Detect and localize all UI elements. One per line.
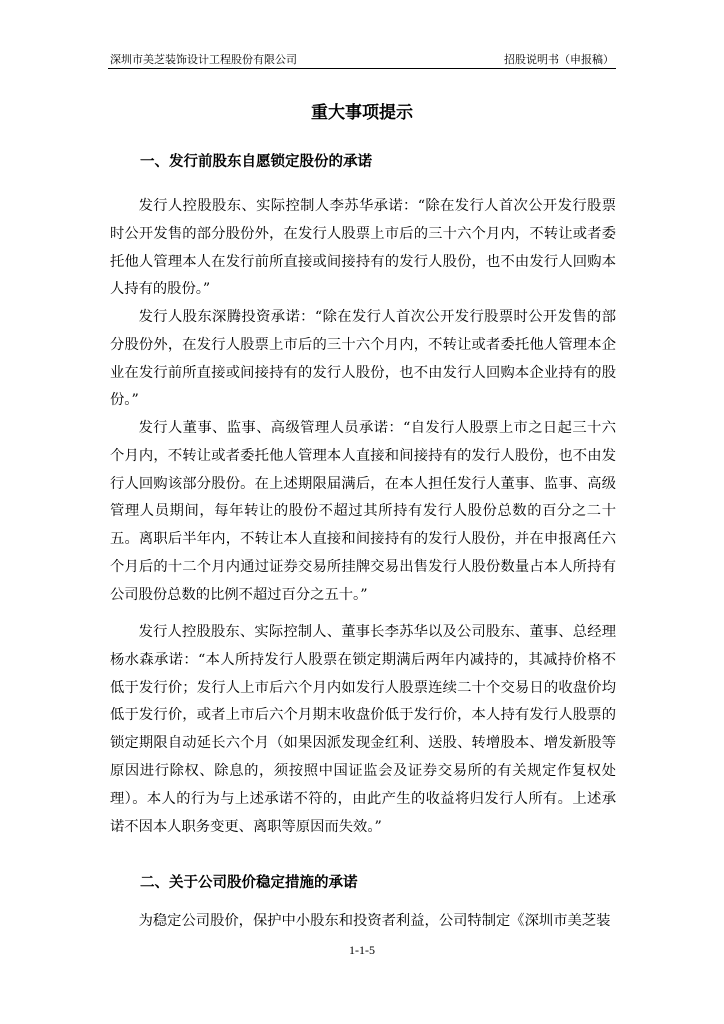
paragraph-4: 发行人控股股东、实际控制人、董事长李苏华以及公司股东、董事、总经理杨水森承诺：“本人所持发行人股票在锁定期满后两年内减持的，其减持价格不低于发行价；发行人上市后六个月内如发行人股票连续二十个交易日的收盘价均低于发行价，或者上市后六个月期末收盘价低于发行价，本人持有发行人股票的锁定期限自动延长六个月（如果因派发现金红利、送股、转增股本、增发新股等原因进行除权、除息的，须按照中国证监会及证券交易所的有关规定作复权处理）。本人的行为与上述承诺不符的，由此产生的收益将归发行人所有。上述承诺不因本人职务变更、离职等原因而失效。” bbox=[110, 624, 616, 835]
paragraph-1: 发行人控股股东、实际控制人李苏华承诺：“除在发行人首次公开发行股票时公开发售的部分股份外，在发行人股票上市后的三十六个月内，不转让或者委托他人管理本人在发行前所直接或间接持有的发行人股份，也不由发行人回购本人持有的股份。” bbox=[110, 198, 616, 298]
paragraph-5: 为稳定公司股价，保护中小股东和投资者利益，公司特制定《深圳市美芝装 bbox=[138, 913, 611, 929]
page-title: 重大事项提示 bbox=[311, 103, 413, 123]
header-company: 深圳市美芝装饰设计工程股份有限公司 bbox=[110, 53, 297, 66]
paragraph-2: 发行人股东深腾投资承诺：“除在发行人首次公开发行股票时公开发售的部分股份外，在发行人股票上市后的三十六个月内，不转让或者委托他人管理本企业在发行前所直接或间接持有的发行人股份，也不由发行人回购本企业持有的股份。” bbox=[110, 309, 616, 409]
page-number: 1-1-5 bbox=[349, 943, 375, 957]
page-header bbox=[108, 48, 616, 69]
header-doc-type: 招股说明书（申报稿） bbox=[504, 53, 614, 66]
section-heading-1: 一、发行前股东自愿锁定股份的承诺 bbox=[140, 154, 372, 170]
paragraph-3: 发行人董事、监事、高级管理人员承诺：“自发行人股票上市之日起三十六个月内，不转让或者委托他人管理本人直接和间接持有的发行人股份，也不由发行人回购该部分股份。在上述期限届满后，在本人担任发行人董事、监事、高级管理人员期间，每年转让的股份不超过其所持有发行人股份总数的百分之二十五。离职后半年内，不转让本人直接和间接持有的发行人股份，并在申报离任六个月后的十二个月内通过证券交易所挂牌交易出售发行人股份数量占本人所持有公司股份总数的比例不超过百分之五十。” bbox=[110, 420, 616, 603]
section-heading-2: 二、关于公司股价稳定措施的承诺 bbox=[140, 875, 358, 891]
